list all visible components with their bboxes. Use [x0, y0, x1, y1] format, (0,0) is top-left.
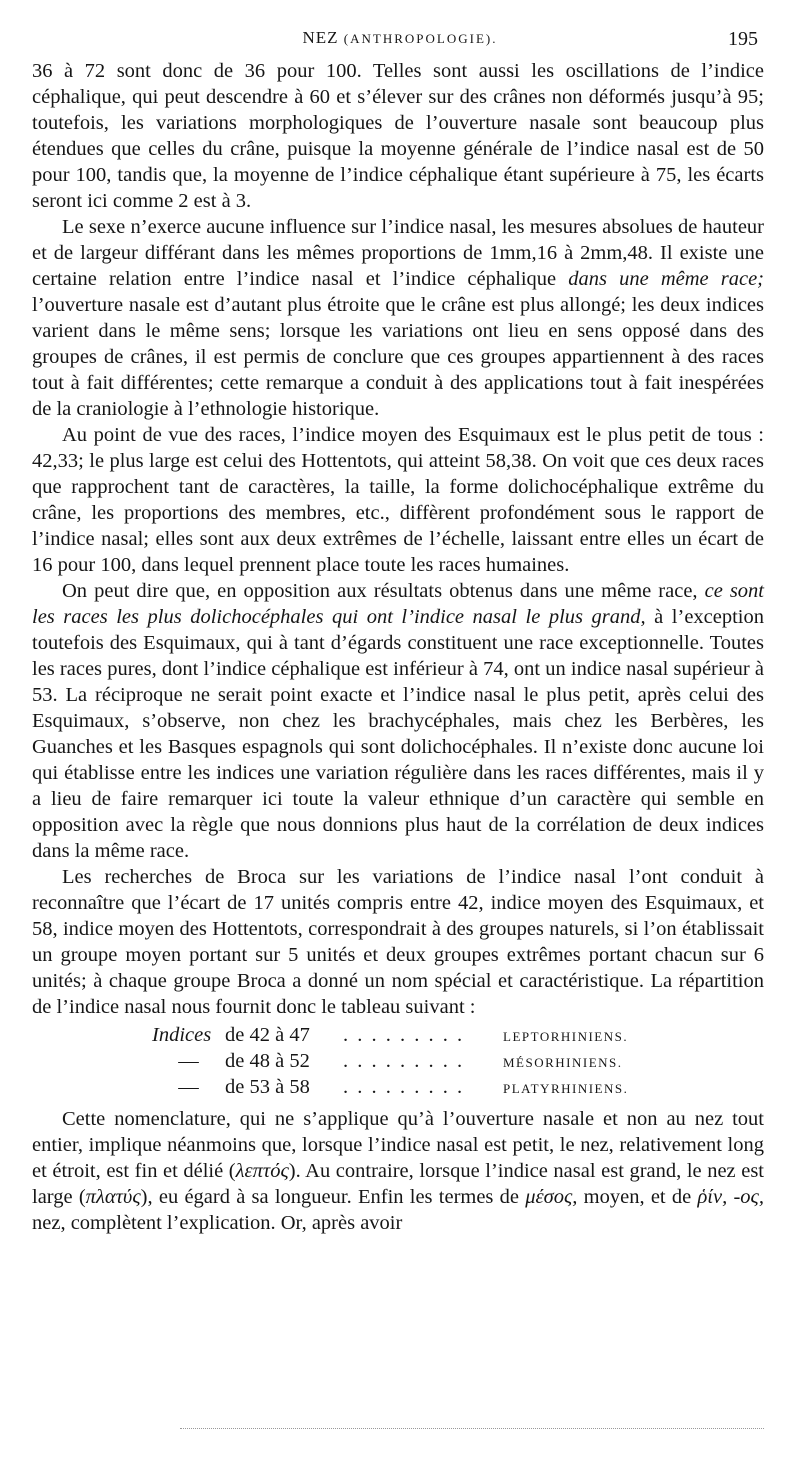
italic-text: πλατύς [85, 1186, 141, 1208]
table-row-term: LEPTORHINIENS. [503, 1029, 629, 1044]
text-run: ), eu égard à sa longueur. Enfin les termes de [140, 1186, 526, 1208]
text-run: Le sexe n’exerce aucune influence sur l’indice nasal, les mesures absolues de hauteur et de largeur différant dans les mêmes proportions de 1mm,16 à 2mm,48. Il existe une certaine relation entre l’indice nasal et l’indice céphalique [32, 216, 764, 290]
table-row-leader-dots: . . . . . . . . . [343, 1024, 465, 1046]
text-run: moyen, et de [577, 1186, 698, 1208]
table-row-lead: — [178, 1050, 199, 1072]
paragraph-p3 [32, 422, 764, 578]
table-row [152, 1022, 764, 1048]
table-row-range: de 48 à 52 [225, 1050, 310, 1072]
table-row-leader-dots: . . . . . . . . . [343, 1076, 465, 1098]
table-row-range: de 42 à 47 [225, 1024, 310, 1046]
text-run: nez, complètent l’explication. Or, après avoir [32, 1212, 403, 1234]
paragraph-p1 [32, 58, 764, 214]
table-row-range: de 53 à 58 [225, 1076, 310, 1098]
italic-text: ῥίν, -ος, [697, 1186, 764, 1208]
text-run: à l’exception toutefois des Esquimaux, qui à tant d’égards constituent une race exceptionnelle. Toutes les races pures, dont l’indice céphalique est inférieur à 74, ont un indice nasal supérieur à 53. La réciproque ne serait point exacte et l’indice nasal le plus petit, après celui des Esquimaux, s’observe, non chez les brachycéphales, mais chez les Berbères, les Guanches et les Basques espagnols qui sont dolichocéphales. Il n’existe donc aucune loi qui établisse entre les indices une variation régulière dans les races différentes, mais il y a lieu de faire remarquer ici toute la valeur ethnique d’un caractère qui semble en opposition avec la règle que nous donnions plus haut de la corrélation de deux indices dans la même race. [32, 606, 765, 862]
table-row-term: PLATYRHINIENS. [503, 1081, 629, 1096]
body-text [32, 58, 764, 1236]
text-run: Au point de vue des races, l’indice moyen des Esquimaux est le plus petit de tous : 42,33; le plus large est celui des Hottentots, qui atteint 58,38. On voit que ces deux races que rapprochent tant de caractères, la taille, la forme dolichocéphalique extrême du crâne, les proportions des membres, etc., diffèrent profondément sous le rapport de l’indice nasal; elles sont aux deux extrêmes de l’échelle, laissant entre elles un écart de 16 pour 100, dans lequel prennent place toute les races humaines. [32, 424, 764, 576]
table-row-term: MÉSORHINIENS. [503, 1055, 623, 1070]
text-run: Cette nomenclature, qui ne s’applique qu’à l’ouverture nasale et non au nez tout entier, implique néanmoins que, lorsque l’indice nasal est petit, le nez, relativement long et étroit, est fin et délié ( [32, 1108, 764, 1182]
italic-text: λεπτός [235, 1160, 289, 1182]
running-title [0, 28, 800, 48]
running-title-main: NEZ [302, 28, 339, 47]
table-row [152, 1074, 764, 1100]
italic-text: dans une même race; [568, 268, 765, 290]
nasal-index-table [32, 1022, 764, 1100]
paragraph-p4 [32, 578, 764, 864]
closing-paragraph-container [32, 1106, 764, 1236]
paragraphs [32, 58, 764, 1020]
paragraph-p6 [32, 1106, 764, 1236]
table-row-lead: Indices [152, 1024, 212, 1046]
footer-dotted-rule [180, 1428, 764, 1429]
paragraph-p2 [32, 214, 764, 422]
table-row-lead: — [178, 1076, 199, 1098]
text-run: l’ouverture nasale est d’autant plus étroite que le crâne est plus allongé; les deux indices varient dans le même sens; lorsque les variations ont lieu en sens opposé dans des groupes de crânes, il est permis de conclure que ces groupes appartiennent à des races tout à fait différentes; cette remarque a conduit à des applications tout à fait inespérées de la craniologie à l’ethnologie historique. [32, 294, 764, 420]
table-row [152, 1048, 764, 1074]
running-head [0, 28, 800, 58]
running-title-subtitle: (ANTHROPOLOGIE). [343, 31, 498, 46]
text-run: On peut dire que, en opposition aux résultats obtenus dans une même race, [62, 580, 705, 602]
text-run: 36 à 72 sont donc de 36 pour 100. Telles sont aussi les oscillations de l’indice céphalique, qui peut descendre à 60 et s’élever sur des crânes non déformés jusqu’à 95; toutefois, les variations morphologiques de l’ouverture nasale sont beaucoup plus étendues que celles du crâne, puisque la moyenne générale de l’indice nasal est de 50 pour 100, tandis que, la moyenne de l’indice céphalique étant supérieure à 75, les écarts seront ici comme 2 est à 3. [32, 60, 764, 212]
paragraph-p5 [32, 864, 764, 1020]
italic-text: ce sont les races les plus dolichocéphales qui ont l’indice nasal le plus grand, [32, 580, 765, 628]
italic-text: μέσος, [525, 1186, 578, 1208]
page-number: 195 [728, 28, 758, 50]
table-row-leader-dots: . . . . . . . . . [343, 1050, 465, 1072]
text-run: ). Au contraire, lorsque l’indice nasal est grand, le nez est large ( [32, 1160, 764, 1208]
text-run: Les recherches de Broca sur les variations de l’indice nasal l’ont conduit à reconnaître que l’écart de 17 unités compris entre 42, indice moyen des Esquimaux, et 58, indice moyen des Hottentots, correspondrait à des groupes naturels, si l’on établissait un groupe moyen portant sur 5 unités et deux groupes extrêmes portant chacun sur 6 unités; à chaque groupe Broca a donné un nom spécial et caractéristique. La répartition de l’indice nasal nous fournit donc le tableau suivant : [32, 866, 764, 1018]
